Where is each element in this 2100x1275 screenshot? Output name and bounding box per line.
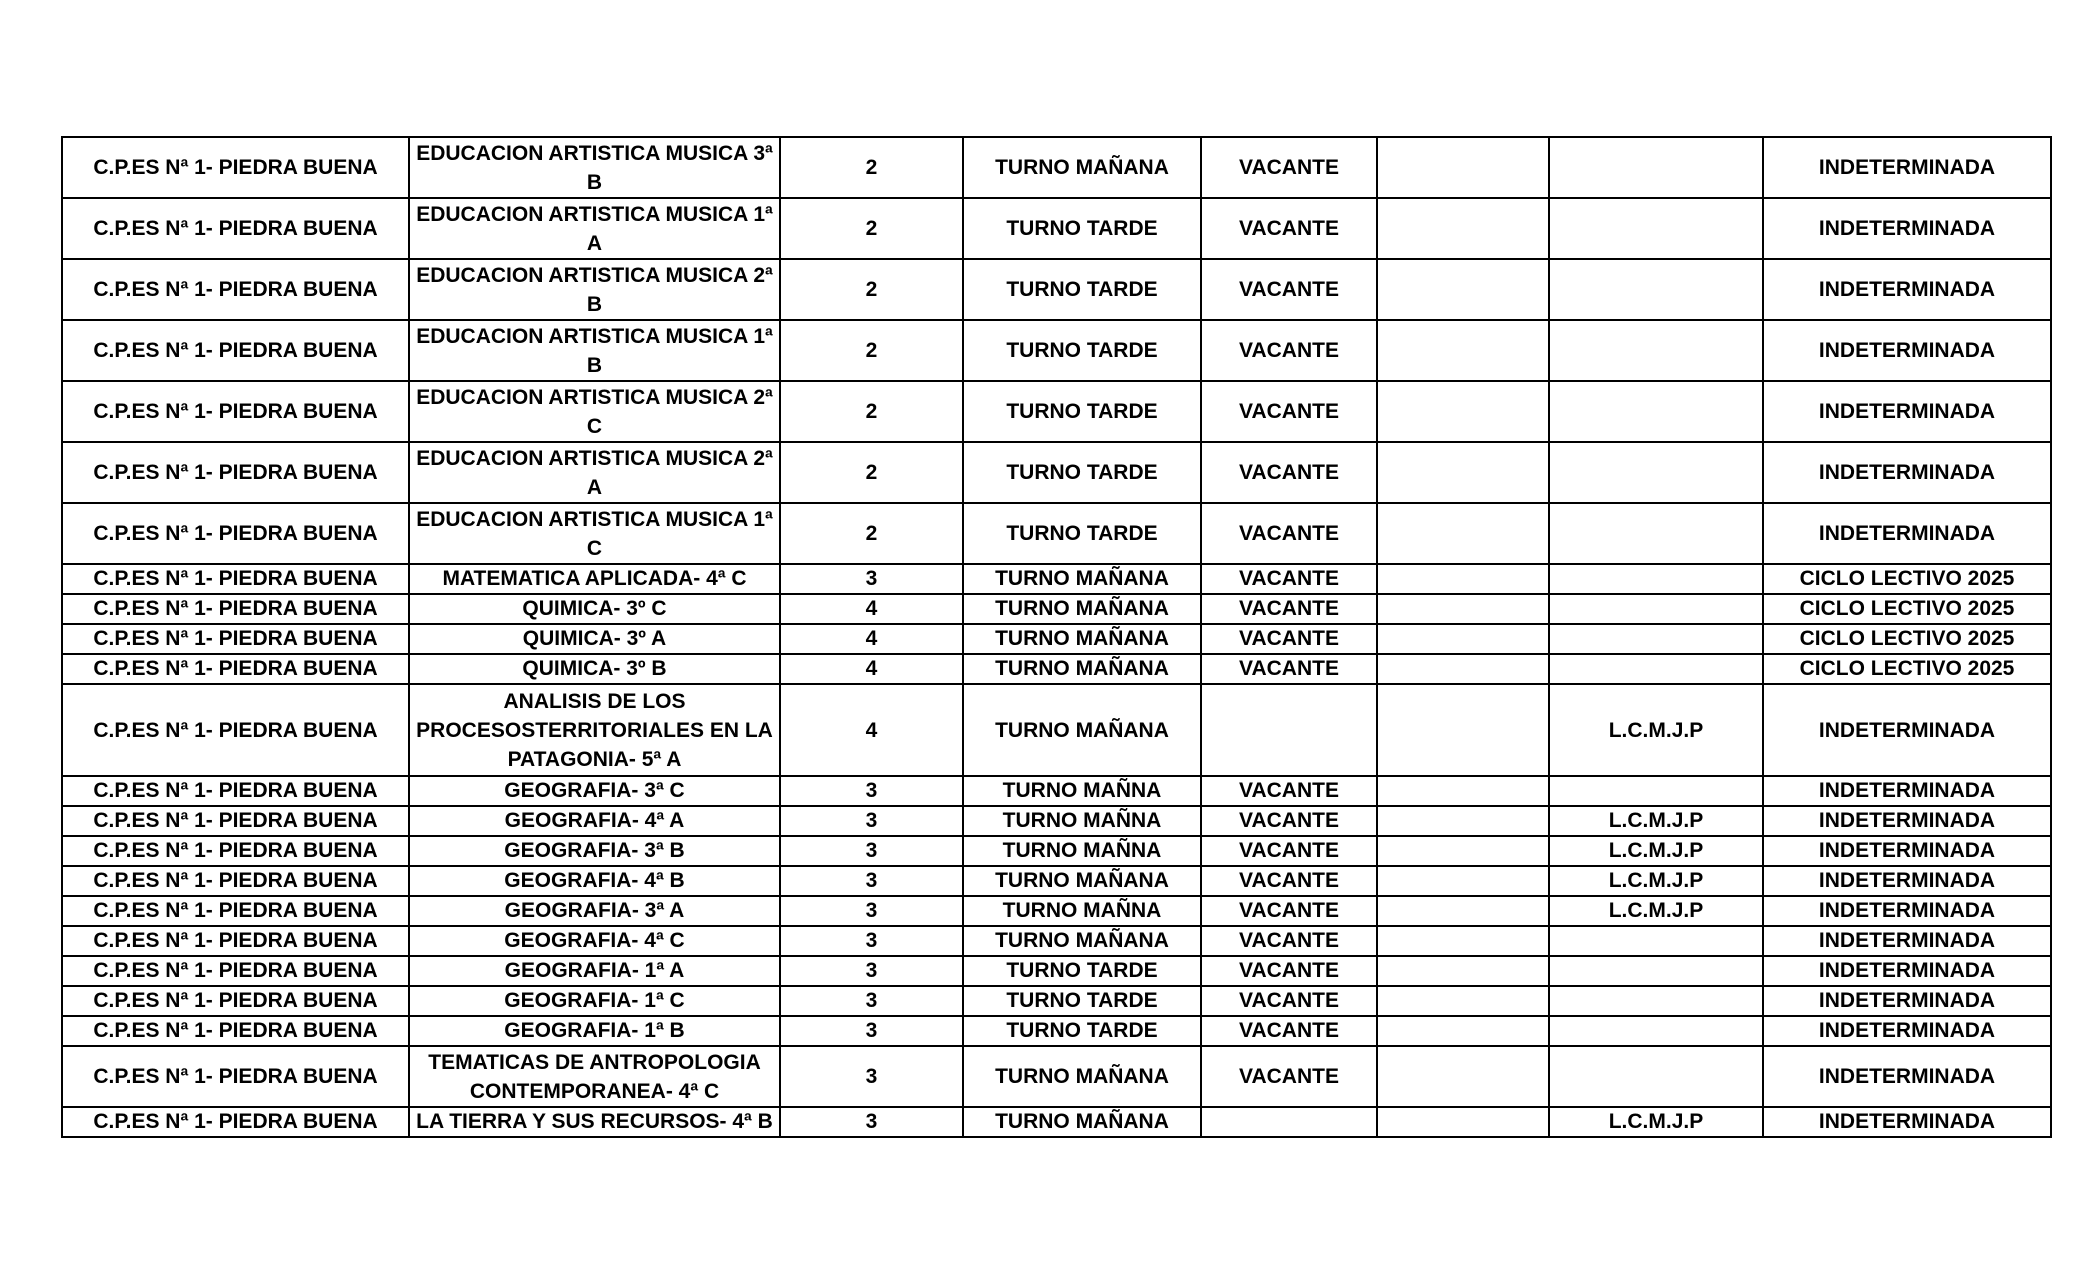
- duration-cell: INDETERMINADA: [1763, 684, 2051, 776]
- subject-cell: EDUCACION ARTISTICA MUSICA 2ª B: [409, 259, 780, 320]
- table-row: [62, 806, 2051, 836]
- table-body: [62, 137, 2051, 1137]
- hours-cell: 3: [780, 926, 963, 956]
- vacancy-table: [61, 136, 2052, 1138]
- status-cell: VACANTE: [1201, 866, 1377, 896]
- shift-cell: TURNO TARDE: [963, 442, 1201, 503]
- hours-cell: 3: [780, 1046, 963, 1107]
- empty-cell: [1377, 1107, 1549, 1137]
- license-cell: [1549, 320, 1763, 381]
- subject-cell: EDUCACION ARTISTICA MUSICA 3ª B: [409, 137, 780, 198]
- school-cell: C.P.ES Nª 1- PIEDRA BUENA: [62, 624, 409, 654]
- table-row: [62, 654, 2051, 684]
- status-cell: VACANTE: [1201, 198, 1377, 259]
- duration-cell: INDETERMINADA: [1763, 1107, 2051, 1137]
- school-cell: C.P.ES Nª 1- PIEDRA BUENA: [62, 836, 409, 866]
- school-cell: C.P.ES Nª 1- PIEDRA BUENA: [62, 926, 409, 956]
- duration-cell: INDETERMINADA: [1763, 926, 2051, 956]
- shift-cell: TURNO TARDE: [963, 986, 1201, 1016]
- duration-cell: INDETERMINADA: [1763, 776, 2051, 806]
- school-cell: C.P.ES Nª 1- PIEDRA BUENA: [62, 137, 409, 198]
- empty-cell: [1377, 956, 1549, 986]
- shift-cell: TURNO MAÑNA: [963, 836, 1201, 866]
- shift-cell: TURNO MAÑANA: [963, 684, 1201, 776]
- school-cell: C.P.ES Nª 1- PIEDRA BUENA: [62, 776, 409, 806]
- status-cell: VACANTE: [1201, 836, 1377, 866]
- shift-cell: TURNO TARDE: [963, 956, 1201, 986]
- duration-cell: INDETERMINADA: [1763, 866, 2051, 896]
- hours-cell: 3: [780, 986, 963, 1016]
- subject-cell: GEOGRAFIA- 1ª B: [409, 1016, 780, 1046]
- school-cell: C.P.ES Nª 1- PIEDRA BUENA: [62, 896, 409, 926]
- table-row: [62, 836, 2051, 866]
- duration-cell: INDETERMINADA: [1763, 956, 2051, 986]
- school-cell: C.P.ES Nª 1- PIEDRA BUENA: [62, 956, 409, 986]
- hours-cell: 4: [780, 594, 963, 624]
- license-cell: [1549, 594, 1763, 624]
- license-cell: L.C.M.J.P: [1549, 684, 1763, 776]
- duration-cell: INDETERMINADA: [1763, 137, 2051, 198]
- status-cell: VACANTE: [1201, 776, 1377, 806]
- table-row: [62, 1016, 2051, 1046]
- subject-cell: EDUCACION ARTISTICA MUSICA 1ª C: [409, 503, 780, 564]
- shift-cell: TURNO MAÑANA: [963, 137, 1201, 198]
- hours-cell: 4: [780, 654, 963, 684]
- shift-cell: TURNO MAÑANA: [963, 866, 1201, 896]
- empty-cell: [1377, 684, 1549, 776]
- table-row: [62, 503, 2051, 564]
- shift-cell: TURNO MAÑNA: [963, 806, 1201, 836]
- hours-cell: 4: [780, 624, 963, 654]
- table-row: [62, 986, 2051, 1016]
- school-cell: C.P.ES Nª 1- PIEDRA BUENA: [62, 259, 409, 320]
- shift-cell: TURNO MAÑANA: [963, 1046, 1201, 1107]
- hours-cell: 3: [780, 564, 963, 594]
- shift-cell: TURNO MAÑANA: [963, 564, 1201, 594]
- license-cell: [1549, 564, 1763, 594]
- license-cell: [1549, 624, 1763, 654]
- shift-cell: TURNO TARDE: [963, 198, 1201, 259]
- status-cell: VACANTE: [1201, 926, 1377, 956]
- status-cell: VACANTE: [1201, 806, 1377, 836]
- duration-cell: CICLO LECTIVO 2025: [1763, 594, 2051, 624]
- hours-cell: 2: [780, 381, 963, 442]
- empty-cell: [1377, 198, 1549, 259]
- duration-cell: INDETERMINADA: [1763, 381, 2051, 442]
- vacancy-sheet: [61, 136, 2050, 1138]
- license-cell: [1549, 1016, 1763, 1046]
- empty-cell: [1377, 442, 1549, 503]
- status-cell: [1201, 1107, 1377, 1137]
- empty-cell: [1377, 986, 1549, 1016]
- empty-cell: [1377, 564, 1549, 594]
- shift-cell: TURNO MAÑANA: [963, 624, 1201, 654]
- subject-cell: LA TIERRA Y SUS RECURSOS- 4ª B: [409, 1107, 780, 1137]
- table-row: [62, 866, 2051, 896]
- empty-cell: [1377, 654, 1549, 684]
- hours-cell: 3: [780, 956, 963, 986]
- shift-cell: TURNO MAÑNA: [963, 896, 1201, 926]
- duration-cell: INDETERMINADA: [1763, 198, 2051, 259]
- school-cell: C.P.ES Nª 1- PIEDRA BUENA: [62, 654, 409, 684]
- duration-cell: INDETERMINADA: [1763, 1046, 2051, 1107]
- status-cell: VACANTE: [1201, 320, 1377, 381]
- duration-cell: INDETERMINADA: [1763, 896, 2051, 926]
- empty-cell: [1377, 806, 1549, 836]
- shift-cell: TURNO MAÑANA: [963, 654, 1201, 684]
- duration-cell: INDETERMINADA: [1763, 986, 2051, 1016]
- table-row: [62, 926, 2051, 956]
- status-cell: VACANTE: [1201, 654, 1377, 684]
- subject-cell: TEMATICAS DE ANTROPOLOGIA CONTEMPORANEA- 4ª C: [409, 1046, 780, 1107]
- table-row: [62, 624, 2051, 654]
- status-cell: VACANTE: [1201, 624, 1377, 654]
- status-cell: VACANTE: [1201, 442, 1377, 503]
- school-cell: C.P.ES Nª 1- PIEDRA BUENA: [62, 381, 409, 442]
- duration-cell: CICLO LECTIVO 2025: [1763, 624, 2051, 654]
- shift-cell: TURNO TARDE: [963, 259, 1201, 320]
- status-cell: VACANTE: [1201, 137, 1377, 198]
- table-row: [62, 896, 2051, 926]
- hours-cell: 3: [780, 896, 963, 926]
- school-cell: C.P.ES Nª 1- PIEDRA BUENA: [62, 806, 409, 836]
- license-cell: [1549, 442, 1763, 503]
- duration-cell: INDETERMINADA: [1763, 259, 2051, 320]
- table-row: [62, 198, 2051, 259]
- status-cell: [1201, 684, 1377, 776]
- hours-cell: 2: [780, 259, 963, 320]
- subject-cell: EDUCACION ARTISTICA MUSICA 2ª A: [409, 442, 780, 503]
- subject-cell: MATEMATICA APLICADA- 4ª C: [409, 564, 780, 594]
- subject-cell: GEOGRAFIA- 4ª A: [409, 806, 780, 836]
- subject-cell: EDUCACION ARTISTICA MUSICA 2ª C: [409, 381, 780, 442]
- hours-cell: 3: [780, 776, 963, 806]
- empty-cell: [1377, 381, 1549, 442]
- license-cell: [1549, 986, 1763, 1016]
- table-row: [62, 381, 2051, 442]
- school-cell: C.P.ES Nª 1- PIEDRA BUENA: [62, 320, 409, 381]
- subject-cell: GEOGRAFIA- 1ª C: [409, 986, 780, 1016]
- hours-cell: 2: [780, 198, 963, 259]
- empty-cell: [1377, 1016, 1549, 1046]
- school-cell: C.P.ES Nª 1- PIEDRA BUENA: [62, 684, 409, 776]
- hours-cell: 3: [780, 1016, 963, 1046]
- hours-cell: 2: [780, 137, 963, 198]
- empty-cell: [1377, 866, 1549, 896]
- table-row: [62, 320, 2051, 381]
- status-cell: VACANTE: [1201, 986, 1377, 1016]
- subject-cell: GEOGRAFIA- 4ª B: [409, 866, 780, 896]
- hours-cell: 2: [780, 442, 963, 503]
- subject-cell: GEOGRAFIA- 1ª A: [409, 956, 780, 986]
- license-cell: [1549, 198, 1763, 259]
- subject-cell: GEOGRAFIA- 3ª A: [409, 896, 780, 926]
- license-cell: [1549, 956, 1763, 986]
- duration-cell: INDETERMINADA: [1763, 1016, 2051, 1046]
- license-cell: [1549, 259, 1763, 320]
- license-cell: [1549, 503, 1763, 564]
- table-row: [62, 956, 2051, 986]
- school-cell: C.P.ES Nª 1- PIEDRA BUENA: [62, 1107, 409, 1137]
- hours-cell: 3: [780, 866, 963, 896]
- shift-cell: TURNO MAÑANA: [963, 594, 1201, 624]
- subject-cell: EDUCACION ARTISTICA MUSICA 1ª B: [409, 320, 780, 381]
- license-cell: [1549, 1046, 1763, 1107]
- status-cell: VACANTE: [1201, 259, 1377, 320]
- hours-cell: 2: [780, 503, 963, 564]
- empty-cell: [1377, 320, 1549, 381]
- duration-cell: INDETERMINADA: [1763, 320, 2051, 381]
- empty-cell: [1377, 503, 1549, 564]
- school-cell: C.P.ES Nª 1- PIEDRA BUENA: [62, 198, 409, 259]
- status-cell: VACANTE: [1201, 594, 1377, 624]
- status-cell: VACANTE: [1201, 564, 1377, 594]
- hours-cell: 3: [780, 1107, 963, 1137]
- subject-cell: EDUCACION ARTISTICA MUSICA 1ª A: [409, 198, 780, 259]
- duration-cell: INDETERMINADA: [1763, 442, 2051, 503]
- table-row: [62, 1046, 2051, 1107]
- hours-cell: 3: [780, 806, 963, 836]
- status-cell: VACANTE: [1201, 1016, 1377, 1046]
- school-cell: C.P.ES Nª 1- PIEDRA BUENA: [62, 986, 409, 1016]
- school-cell: C.P.ES Nª 1- PIEDRA BUENA: [62, 594, 409, 624]
- empty-cell: [1377, 836, 1549, 866]
- status-cell: VACANTE: [1201, 956, 1377, 986]
- license-cell: [1549, 137, 1763, 198]
- table-row: [62, 684, 2051, 776]
- shift-cell: TURNO TARDE: [963, 503, 1201, 564]
- table-row: [62, 594, 2051, 624]
- subject-cell: QUIMICA- 3º B: [409, 654, 780, 684]
- shift-cell: TURNO MAÑNA: [963, 776, 1201, 806]
- duration-cell: CICLO LECTIVO 2025: [1763, 654, 2051, 684]
- empty-cell: [1377, 926, 1549, 956]
- shift-cell: TURNO MAÑANA: [963, 1107, 1201, 1137]
- table-row: [62, 442, 2051, 503]
- school-cell: C.P.ES Nª 1- PIEDRA BUENA: [62, 1046, 409, 1107]
- school-cell: C.P.ES Nª 1- PIEDRA BUENA: [62, 564, 409, 594]
- license-cell: L.C.M.J.P: [1549, 866, 1763, 896]
- table-row: [62, 137, 2051, 198]
- status-cell: VACANTE: [1201, 381, 1377, 442]
- hours-cell: 4: [780, 684, 963, 776]
- duration-cell: INDETERMINADA: [1763, 806, 2051, 836]
- license-cell: [1549, 776, 1763, 806]
- table-row: [62, 259, 2051, 320]
- license-cell: [1549, 926, 1763, 956]
- subject-cell: GEOGRAFIA- 3ª B: [409, 836, 780, 866]
- status-cell: VACANTE: [1201, 503, 1377, 564]
- shift-cell: TURNO TARDE: [963, 1016, 1201, 1046]
- school-cell: C.P.ES Nª 1- PIEDRA BUENA: [62, 442, 409, 503]
- subject-cell: GEOGRAFIA- 4ª C: [409, 926, 780, 956]
- license-cell: L.C.M.J.P: [1549, 836, 1763, 866]
- table-row: [62, 776, 2051, 806]
- status-cell: VACANTE: [1201, 1046, 1377, 1107]
- license-cell: L.C.M.J.P: [1549, 1107, 1763, 1137]
- subject-cell: ANALISIS DE LOS PROCESOSTERRITORIALES EN LA PATAGONIA- 5ª A: [409, 684, 780, 776]
- hours-cell: 2: [780, 320, 963, 381]
- duration-cell: INDETERMINADA: [1763, 836, 2051, 866]
- school-cell: C.P.ES Nª 1- PIEDRA BUENA: [62, 866, 409, 896]
- shift-cell: TURNO MAÑANA: [963, 926, 1201, 956]
- subject-cell: QUIMICA- 3º C: [409, 594, 780, 624]
- license-cell: [1549, 654, 1763, 684]
- duration-cell: INDETERMINADA: [1763, 503, 2051, 564]
- empty-cell: [1377, 896, 1549, 926]
- empty-cell: [1377, 776, 1549, 806]
- license-cell: [1549, 381, 1763, 442]
- empty-cell: [1377, 137, 1549, 198]
- empty-cell: [1377, 259, 1549, 320]
- school-cell: C.P.ES Nª 1- PIEDRA BUENA: [62, 503, 409, 564]
- shift-cell: TURNO TARDE: [963, 320, 1201, 381]
- empty-cell: [1377, 594, 1549, 624]
- subject-cell: QUIMICA- 3º A: [409, 624, 780, 654]
- license-cell: L.C.M.J.P: [1549, 896, 1763, 926]
- subject-cell: GEOGRAFIA- 3ª C: [409, 776, 780, 806]
- shift-cell: TURNO TARDE: [963, 381, 1201, 442]
- table-row: [62, 564, 2051, 594]
- duration-cell: CICLO LECTIVO 2025: [1763, 564, 2051, 594]
- school-cell: C.P.ES Nª 1- PIEDRA BUENA: [62, 1016, 409, 1046]
- status-cell: VACANTE: [1201, 896, 1377, 926]
- hours-cell: 3: [780, 836, 963, 866]
- empty-cell: [1377, 624, 1549, 654]
- table-row: [62, 1107, 2051, 1137]
- license-cell: L.C.M.J.P: [1549, 806, 1763, 836]
- empty-cell: [1377, 1046, 1549, 1107]
